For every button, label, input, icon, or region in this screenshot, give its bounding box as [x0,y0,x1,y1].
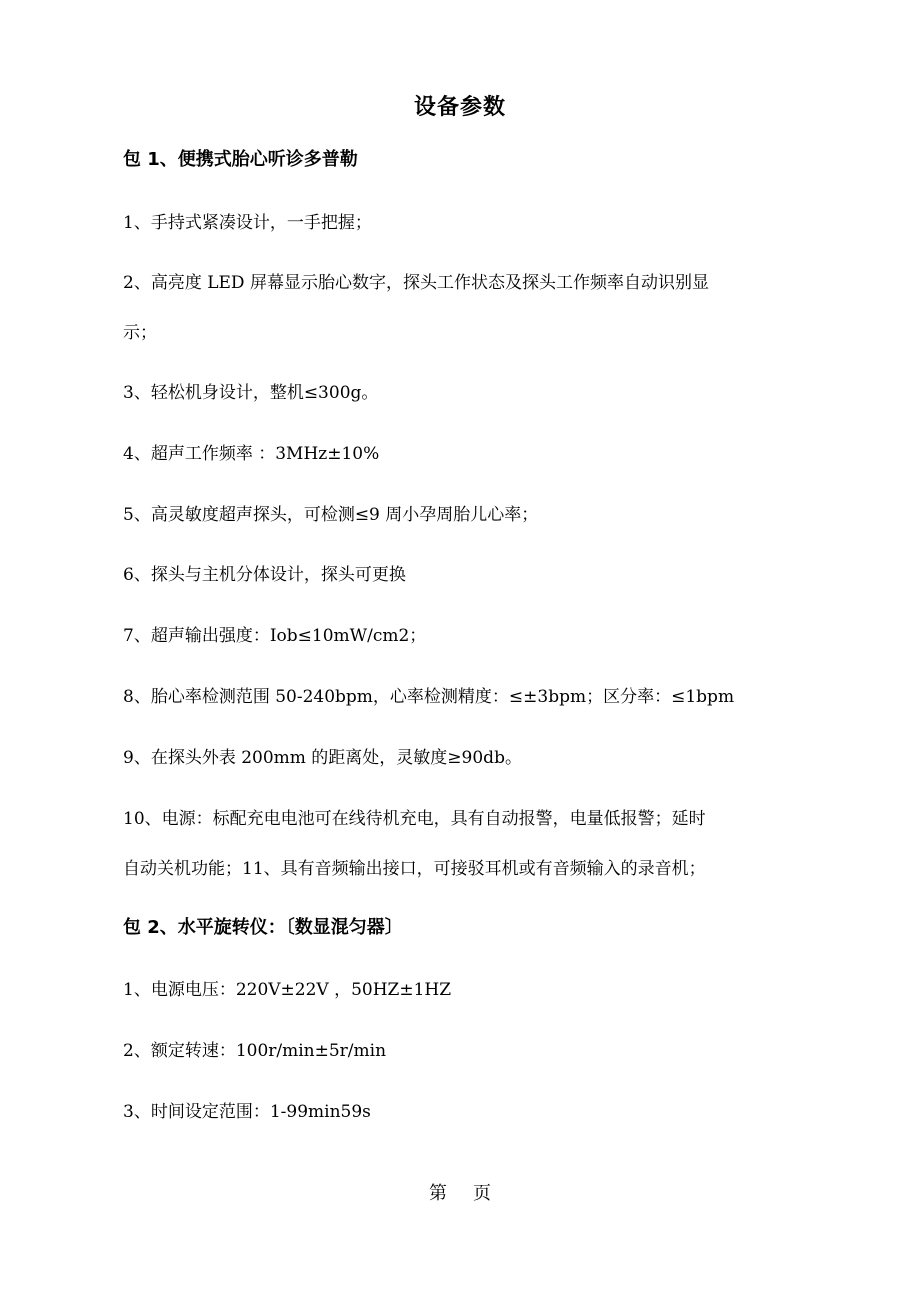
package-1-item: 7、超声输出强度：Iob≤10mW/cm2； [123,626,427,646]
package-2-item: 3、时间设定范围：1-99min59s [123,1102,371,1122]
package-1-item: 8、胎心率检测范围 50-240bpm，心率检测精度：≤±3bpm；区分率：≤1bpm [123,687,735,707]
package-1-heading: 包 1、便携式胎心听诊多普勒 [123,149,358,170]
footer-page-suffix: 页 [473,1183,491,1204]
footer-page-prefix: 第 [429,1183,447,1204]
package-1-item: 10、电源：标配充电电池可在线待机充电，具有自动报警，电量低报警；延时 [123,809,706,829]
package-1-item: 1、手持式紧凑设计，一手把握； [123,213,372,233]
page-footer [0,1180,920,1208]
package-1-item: 4、超声工作频率 ：3MHz±10% [123,444,380,464]
package-1-item-continued: 自动关机功能；11、具有音频输出接口，可接驳耳机或有音频输入的录音机； [123,859,706,879]
package-1-item: 5、高灵敏度超声探头，可检测≤9 周小孕周胎儿心率； [123,505,539,525]
package-1-item: 3、轻松机身设计，整机≤300g。 [123,383,379,403]
package-2-heading: 包 2、水平旋转仪：〔数显混匀器〕 [123,917,403,938]
package-1-item-continued: 示； [123,323,157,343]
page-title: 设备参数 [413,95,506,120]
package-1-item: 2、高亮度 LED 屏幕显示胎心数字，探头工作状态及探头工作频率自动识别显 [123,273,709,293]
package-2-item: 2、额定转速：100r/min±5r/min [123,1041,387,1061]
package-1-item: 6、探头与主机分体设计，探头可更换 [123,565,406,585]
package-2-item: 1、电源电压：220V±22V ，50HZ±1HZ [123,980,452,1000]
package-1-item: 9、在探头外表 200mm 的距离处，灵敏度≥90db。 [123,748,522,768]
